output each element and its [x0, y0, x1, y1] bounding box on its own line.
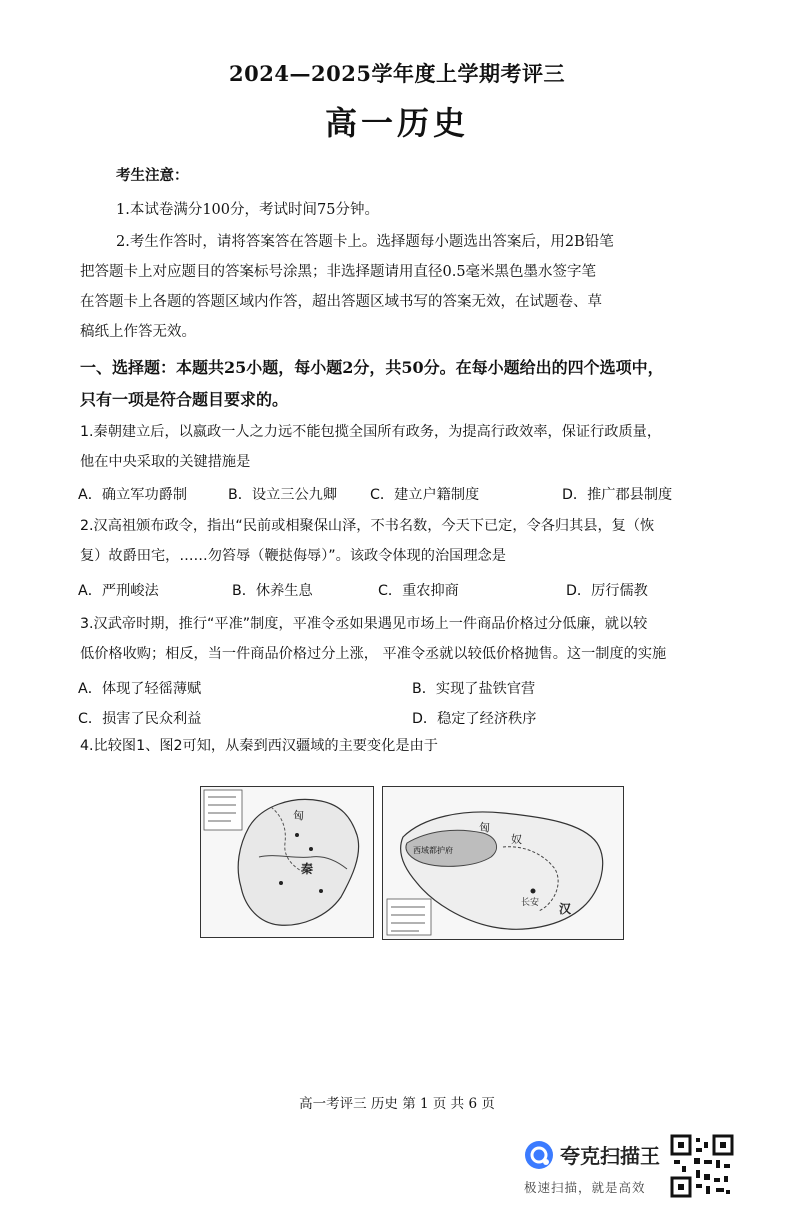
question-2-option-d: D．厉行儒教 [566, 583, 648, 599]
section-1-heading-line-1: 一、选择题：本题共25小题，每小题2分，共50分。在每小题给出的四个选项中， [80, 358, 664, 377]
exam-year-title: 2024—2025学年度上学期考评三 [229, 61, 565, 86]
notice-line-5: 稿纸上作答无效。 [80, 324, 196, 340]
map-figure-1 [200, 786, 374, 938]
question-2-option-b: B．休养生息 [232, 583, 313, 599]
notice-line-1: 1.本试卷满分100分，考试时间75分钟。 [116, 202, 379, 218]
question-2-line-1: 2.汉高祖颁布政令，指出“民前或相聚保山泽，不书名数，今天下已定，令各归其县，复（恢 [80, 518, 655, 534]
notice-line-3: 把答题卡上对应题目的答案标号涂黑；非选择题请用直径0.5毫米黑色墨水签字笔 [80, 264, 597, 280]
notice-heading: 考生注意： [116, 167, 189, 184]
map2-label-changan: 长安 [521, 898, 540, 908]
map1-label-xiongnu: 匈 [293, 809, 304, 822]
scanner-slogan: 极速扫描，就是高效 [524, 1180, 646, 1195]
western-han-territory-map [383, 787, 623, 939]
question-1-option-a: A．确立军功爵制 [78, 487, 188, 503]
qr-code-icon [670, 1134, 734, 1198]
notice-line-4: 在答题卡上各题的答题区域内作答，超出答题区域书写的答案无效，在试题卷、草 [80, 294, 602, 310]
subject-title: 高一历史 [324, 104, 469, 142]
question-3-option-d: D．稳定了经济秩序 [412, 711, 537, 727]
question-3-line-2: 低价格收购；相反，当一件商品价格过分上涨， 平准令丞就以较低价格抛售。这一制度的实施 [80, 646, 667, 662]
question-2-option-a: A．严刑峻法 [78, 583, 159, 599]
question-1-line-1: 1.秦朝建立后，以嬴政一人之力远不能包揽全国所有政务，为提高行政效率，保证行政质量， [80, 424, 662, 440]
question-1-option-d: D．推广郡县制度 [562, 487, 673, 503]
notice-line-2: 2.考生作答时，请将答案答在答题卡上。选择题每小题选出答案后，用2B铅笔 [116, 234, 614, 250]
question-2-option-c: C．重农抑商 [378, 583, 459, 599]
question-3-option-b: B．实现了盐铁官营 [412, 681, 536, 697]
question-1-option-c: C．建立户籍制度 [370, 487, 480, 503]
question-3-option-a: A．体现了轻徭薄赋 [78, 681, 202, 697]
quark-logo-icon [524, 1140, 554, 1170]
map2-label-western-regions: 西域都护府 [413, 846, 453, 855]
question-2-line-2: 复）故爵田宅，……勿笞辱（鞭挞侮辱）”。该政令体现的治国理念是 [80, 548, 506, 564]
question-4-line-1: 4.比较图1、图2可知，从秦到西汉疆域的主要变化是由于 [80, 738, 438, 754]
question-3-line-1: 3.汉武帝时期，推行“平准”制度，平准令丞如果遇见市场上一件商品价格过分低廉，就以较 [80, 616, 648, 632]
question-1-option-b: B．设立三公九卿 [228, 487, 338, 503]
page-footer: 高一考评三 历史 第 1 页 共 6 页 [299, 1096, 495, 1112]
question-3-option-c: C．损害了民众利益 [78, 711, 202, 727]
qin-territory-map [201, 787, 373, 937]
question-1-line-2: 他在中央采取的关键措施是 [80, 454, 251, 470]
scanner-brand-name: 夸克扫描王 [560, 1144, 660, 1168]
map-figure-2 [382, 786, 624, 940]
map1-label-qin: 秦 [301, 862, 314, 876]
map2-label-xiong: 匈 [479, 821, 490, 834]
scanner-watermark [522, 1138, 662, 1198]
map2-label-nu: 奴 [511, 833, 522, 846]
map2-label-han: 汉 [559, 902, 572, 916]
section-1-heading-line-2: 只有一项是符合题目要求的。 [80, 390, 289, 409]
